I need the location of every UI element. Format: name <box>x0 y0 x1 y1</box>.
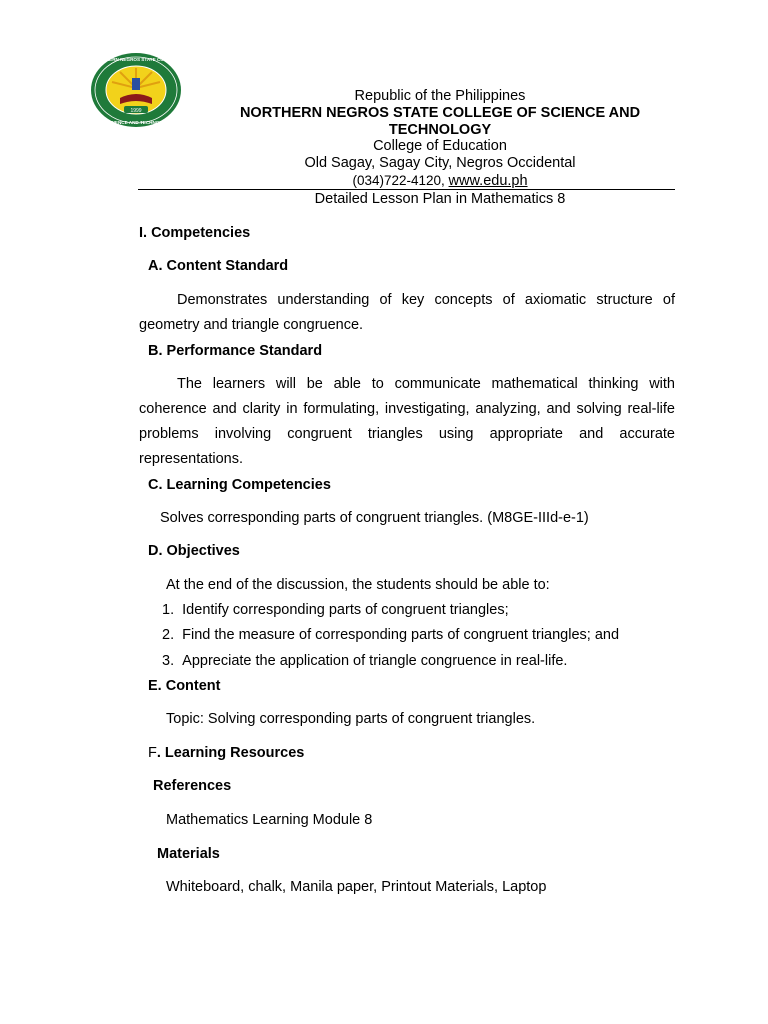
header-divider <box>138 189 675 190</box>
contact-line <box>200 172 680 190</box>
lesson-plan-title: Detailed Lesson Plan in Mathematics 8 <box>314 191 566 207</box>
objective-text: Appreciate the application of triangle congruence in real-life. <box>182 653 568 669</box>
college-name: NORTHERN NEGROS STATE COLLEGE OF SCIENCE AND TECHNOLOGY <box>239 105 641 138</box>
performance-standard-text: The learners will be able to communicate mathematical thinking with coherence and clarity in formulating, investigating, analyzing, and solving real-life problems involving congruent triangles using appropriate and accurate representations. <box>139 376 675 467</box>
content-standard-heading: A. Content Standard <box>148 258 289 274</box>
content-heading: E. Content <box>148 678 221 694</box>
heading-rest: . Learning Resources <box>156 745 305 761</box>
objectives-intro: At the end of the discussion, the students should be able to: <box>166 577 550 593</box>
materials-text: Whiteboard, chalk, Manila paper, Printout Materials, Laptop <box>166 879 547 895</box>
college-seal-logo <box>90 52 182 128</box>
address-line: Old Sagay, Sagay City, Negros Occidental <box>304 155 576 171</box>
objective-text: Find the measure of corresponding parts of congruent triangles; and <box>182 627 620 643</box>
svg-text:OF SCIENCE AND TECHNOLOGY: OF SCIENCE AND TECHNOLOGY <box>99 120 173 125</box>
objective-item: 2. Find the measure of corresponding parts of congruent triangles; and <box>162 627 620 643</box>
department-line: College of Education <box>373 138 507 154</box>
content-standard-text: Demonstrates understanding of key concepts of axiomatic structure of geometry and triangle congruence. <box>139 292 675 333</box>
objectives-heading: D. Objectives <box>148 543 240 559</box>
performance-standard-heading: B. Performance Standard <box>148 343 323 359</box>
learning-competencies-text: Solves corresponding parts of congruent triangles. (M8GE-IIId-e-1) <box>160 510 589 526</box>
torch-icon <box>132 78 140 90</box>
objective-item: 1. Identify corresponding parts of congruent triangles; <box>162 602 509 618</box>
learning-competencies-heading: C. Learning Competencies <box>148 477 331 493</box>
heading-prefix: F <box>148 745 157 761</box>
republic-line: Republic of the Philippines <box>354 88 526 104</box>
competencies-heading: I. Competencies <box>139 225 251 241</box>
svg-text:NORTHERN NEGROS STATE COLLEGE: NORTHERN NEGROS STATE COLLEGE <box>92 57 180 62</box>
objective-text: Identify corresponding parts of congruent triangles; <box>182 602 509 618</box>
svg-text:1999: 1999 <box>130 108 142 114</box>
references-text: Mathematics Learning Module 8 <box>166 812 373 828</box>
website-link[interactable]: www.edu.ph <box>448 173 528 189</box>
content-topic: Topic: Solving corresponding parts of congruent triangles. <box>166 711 536 727</box>
materials-heading: Materials <box>157 846 220 862</box>
learning-resources-heading <box>148 745 304 761</box>
objective-item: 3. Appreciate the application of triangle congruence in real-life. <box>162 653 568 669</box>
phone-number: (034)722-4120, <box>352 173 445 188</box>
references-heading: References <box>153 778 232 794</box>
